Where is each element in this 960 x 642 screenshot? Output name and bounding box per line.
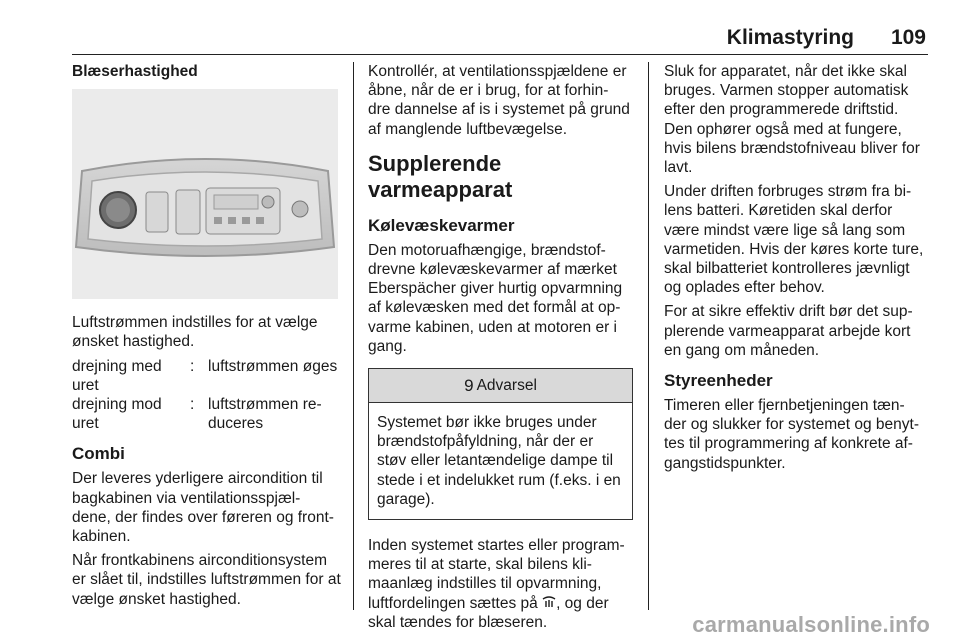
watermark: carmanualsonline.info xyxy=(692,612,930,637)
combi-paragraph: Der leveres yderligere aircondition til bagkabinen via ventilationsspjæl- dene, der findes over føreren og front- kabinen. xyxy=(72,470,334,546)
definition-term: drejning mod uret xyxy=(72,396,162,433)
blower-control-figure xyxy=(72,89,338,299)
air-distribution-windscreen-icon xyxy=(542,595,556,609)
control-panel-illustration xyxy=(72,89,338,299)
page-number: 109 xyxy=(890,26,926,49)
warning-text: Systemet bør ikke bruges under brændstofpåfyldning, når der er støv eller letantændelige dampe til stede i et indelukket rum (f.eks. i en garage). xyxy=(377,414,621,508)
paragraph: Timeren eller fjernbetjeningen tæn- der og slukker for systemet og benyt- tes til programmering af konkrete af- gangstidspunkter. xyxy=(664,397,920,472)
combi-paragraph: Når frontkabinens airconditionsystem er slået til, indstilles luftstrømmen for at vælge ønsket hastighed. xyxy=(72,552,341,608)
column-middle xyxy=(368,62,633,637)
definition-row xyxy=(72,395,342,433)
paragraph: Den motoruafhængige, brændstof- drevne kølevæskevarmer af mærket Eberspächer giver hurtig opvarmning af kølevæsken med det formål at op- varme kabinen, uden at motoren er i gang. xyxy=(368,241,623,355)
definition-term: drejning med uret xyxy=(72,357,162,394)
definition-colon: : xyxy=(190,396,195,414)
definition-row xyxy=(72,357,342,395)
warning-title: Advarsel xyxy=(476,376,537,394)
section-heading: Supplerende varmeapparat xyxy=(368,150,513,202)
combi-heading: Combi xyxy=(72,444,125,464)
paragraph: Under driften forbruges strøm fra bi- lens batteri. Køretiden skal derfor være mindst være lige så lang som varmetiden. Hvis der køres korte ture, skal bilbatteriet kontrolleres jævnligt og oplades efter behov. xyxy=(664,183,924,297)
column-left xyxy=(72,62,342,614)
page-header xyxy=(0,26,960,50)
definition-desc: luftstrømmen re- duceres xyxy=(208,396,322,433)
definition-list xyxy=(72,357,342,434)
paragraph xyxy=(368,536,633,632)
paragraph: For at sikre effektiv drift bør det sup- plerende varmeapparat arbejde kort en gang om måneden. xyxy=(664,303,913,359)
header-rule xyxy=(72,54,928,55)
paragraph: Kontrollér, at ventilationsspjældene er åbne, når de er i brug, for at forhin- dre dannelse af is i systemet på grund af manglende luftbevægelse. xyxy=(368,63,630,138)
figure-caption: Luftstrømmen indstilles for at vælge ønsket hastighed. xyxy=(72,314,318,351)
column-right xyxy=(664,62,928,478)
chapter-title: Klimastyring xyxy=(726,26,854,49)
column-divider xyxy=(353,62,354,610)
section-heading: Styreenheder xyxy=(664,371,773,391)
warning-header xyxy=(369,369,632,403)
definition-colon: : xyxy=(190,357,195,375)
paragraph-text: , og der skal tændes for blæseren. xyxy=(368,594,609,631)
column-divider xyxy=(648,62,649,610)
warning-box xyxy=(368,368,633,520)
warning-icon: 9 xyxy=(464,375,474,395)
subsection-heading: Kølevæskevarmer xyxy=(368,215,515,235)
section-label: Blæserhastighed xyxy=(72,63,198,80)
paragraph-text: Inden systemet startes eller program- meres til at starte, skal bilens kli- maanlæg indstilles til opvarmning, luftfordelingen sættes på xyxy=(368,537,625,612)
definition-desc: luftstrømmen øges xyxy=(208,357,338,375)
paragraph: Sluk for apparatet, når det ikke skal bruges. Varmen stopper automatisk efter den programmerede driftstid. Den ophører også med at fungere, hvis bilens brændstofniveau bliver for lavt. xyxy=(664,63,920,177)
